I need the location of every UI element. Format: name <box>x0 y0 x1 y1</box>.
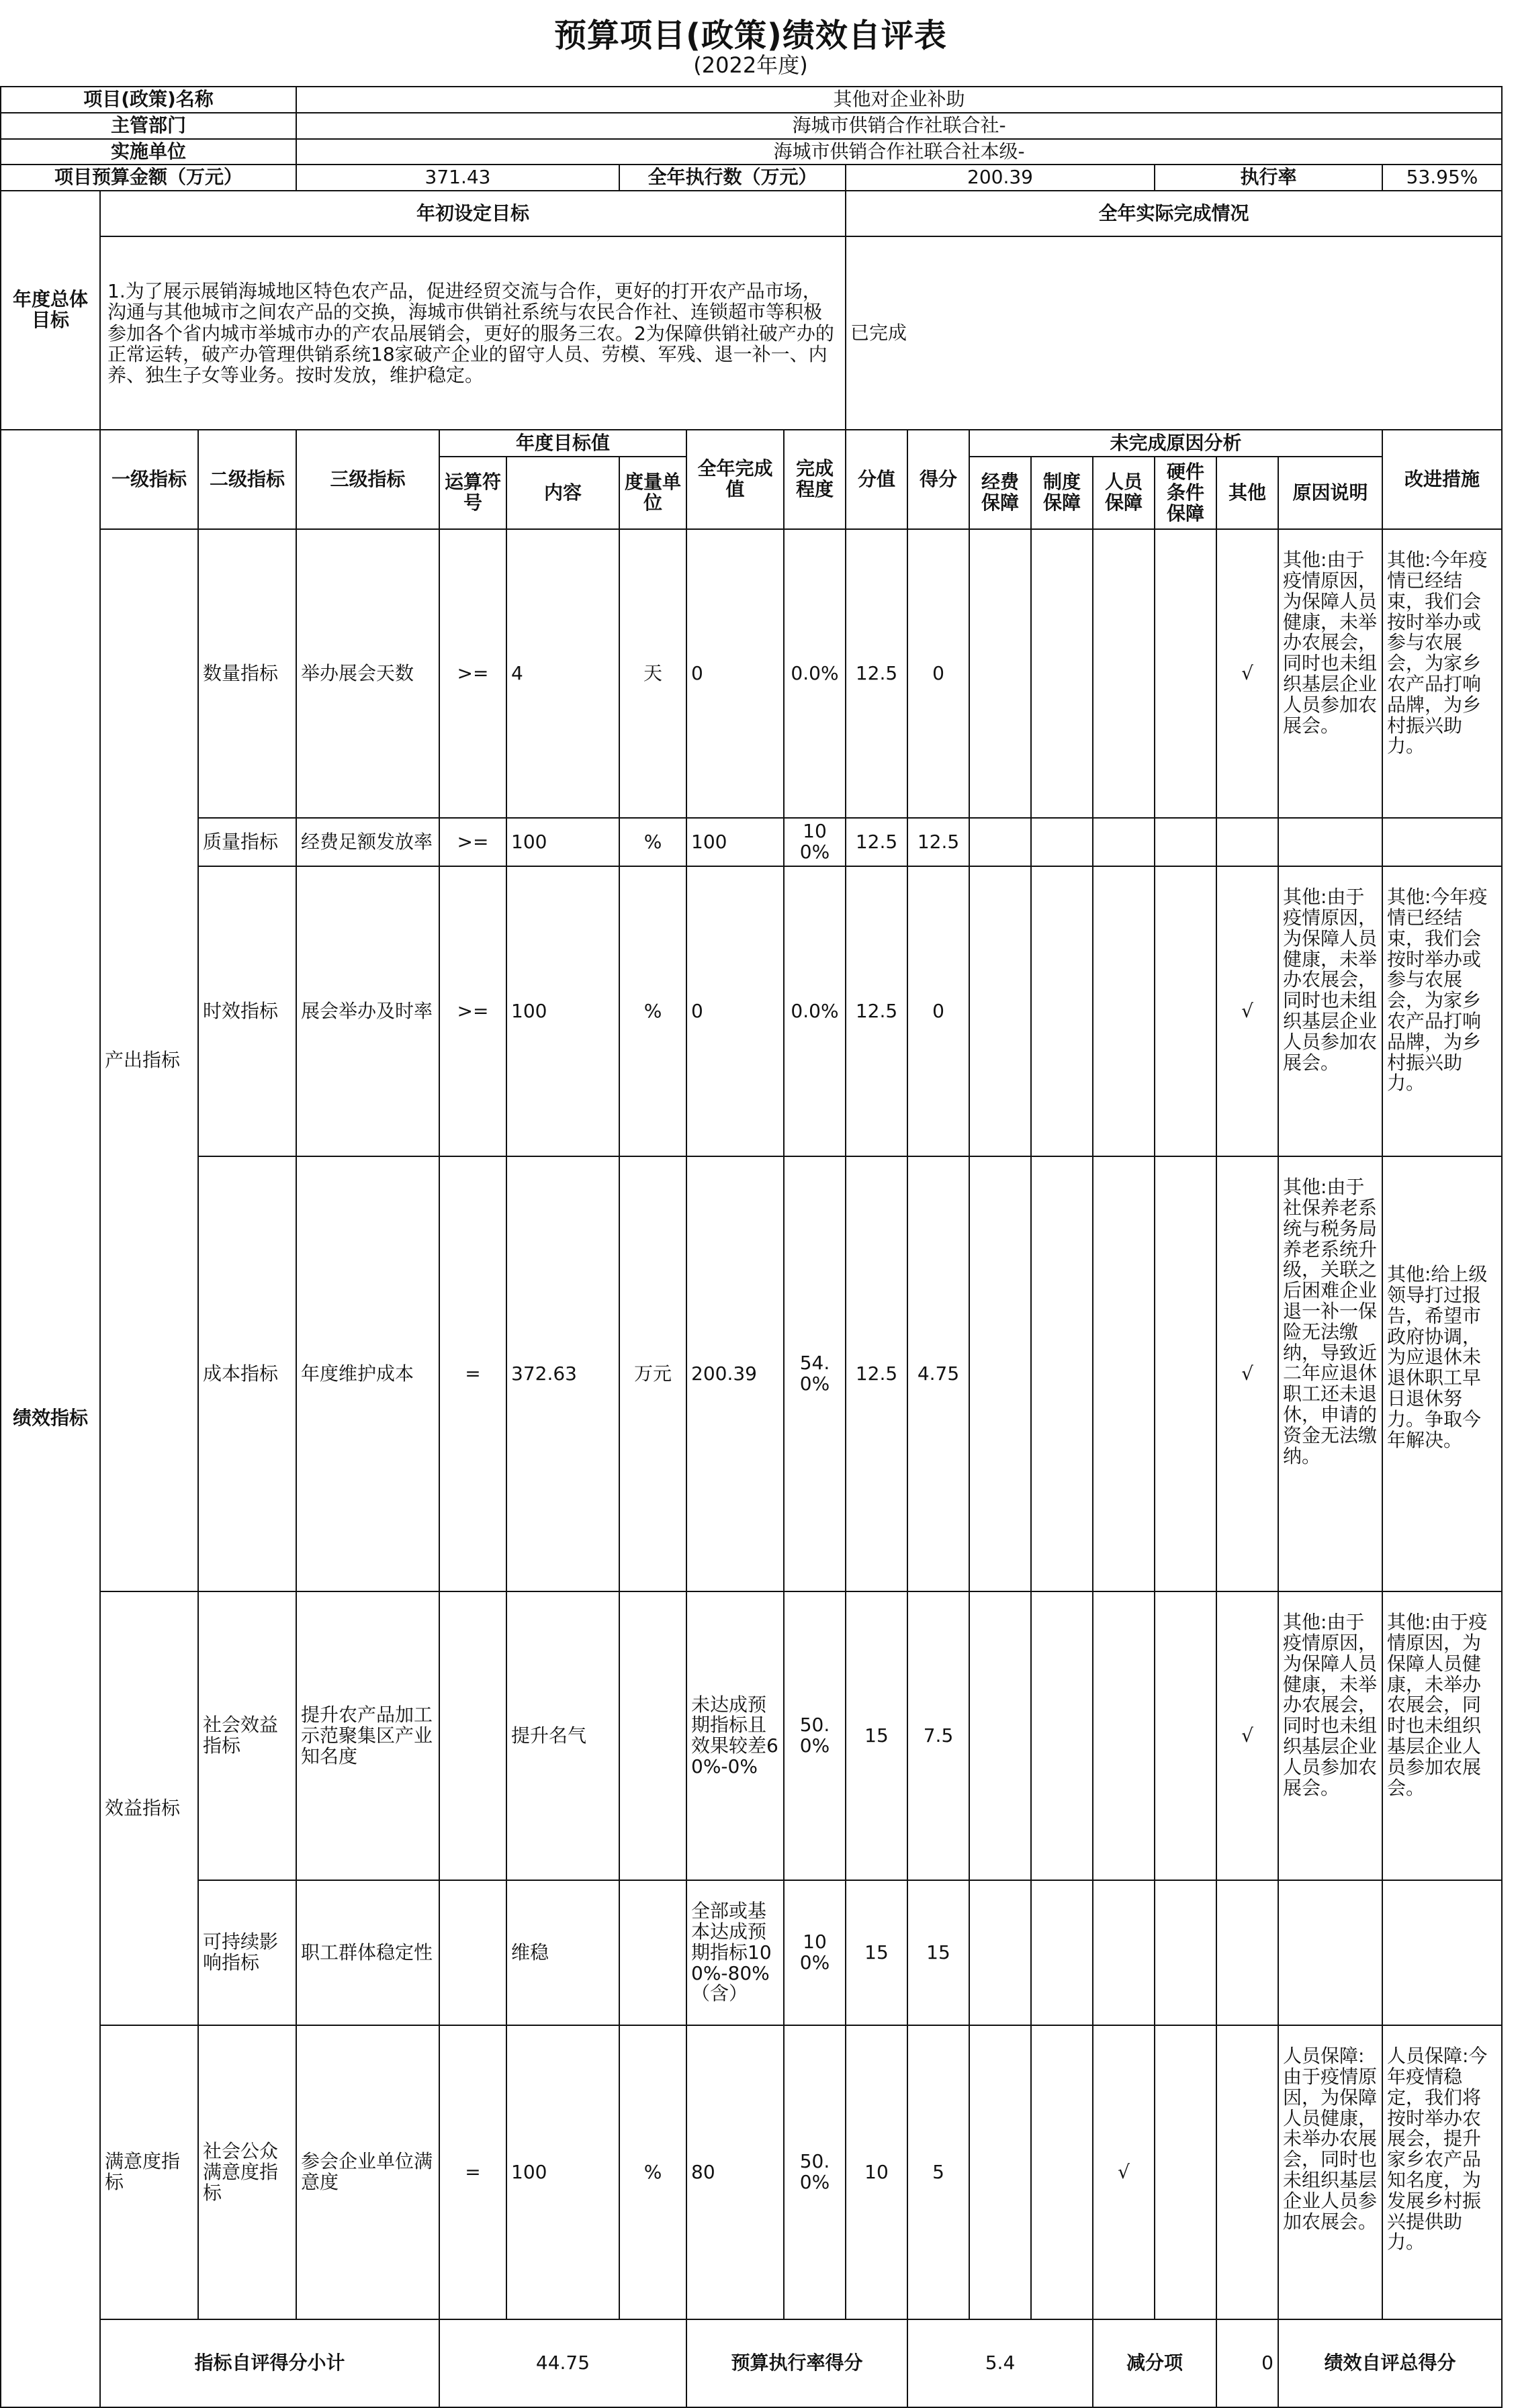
row-system-cell <box>1031 866 1093 1156</box>
row-level2: 成本指标 <box>198 1156 296 1591</box>
header-score: 分值 <box>846 430 907 529</box>
subtotal-value: 44.75 <box>439 2319 686 2407</box>
deduct-value: 0 <box>1216 2319 1278 2407</box>
row-degree: 100% <box>784 1880 846 2025</box>
row-actual: 80 <box>686 2025 784 2319</box>
row-measures <box>1382 818 1502 866</box>
row-system-cell <box>1031 529 1093 818</box>
row-other-cell <box>1216 2025 1278 2319</box>
info-row-budget <box>1 165 1502 191</box>
row-funds-cell <box>969 1156 1031 1591</box>
row-level2: 社会公众满意度指标 <box>198 2025 296 2319</box>
goal-actual-text: 已完成 <box>846 236 1502 430</box>
row-level3: 参会企业单位满意度 <box>296 2025 439 2319</box>
row-other-check: √ <box>1216 1591 1278 1880</box>
header-actual: 全年完成值 <box>686 430 784 529</box>
row-degree: 50.0% <box>784 1591 846 1880</box>
table-row <box>1 1591 1502 1880</box>
goal-initial-label: 年初设定目标 <box>100 191 846 236</box>
rate-label: 执行率 <box>1155 165 1382 191</box>
row-unit: % <box>619 866 686 1156</box>
row-score: 15 <box>846 1880 907 2025</box>
indicator-section-label: 绩效指标 <box>1 430 100 2407</box>
row-unit: % <box>619 2025 686 2319</box>
row-operator: >= <box>439 529 506 818</box>
header-other: 其他 <box>1216 457 1278 529</box>
row-score: 12.5 <box>846 818 907 866</box>
rate-value: 53.95% <box>1382 165 1502 191</box>
unit-label: 实施单位 <box>1 139 296 165</box>
row-operator: >= <box>439 866 506 1156</box>
row-degree: 0.0% <box>784 529 846 818</box>
row-staff-cell <box>1093 1591 1155 1880</box>
row-explain: 人员保障:由于疫情原因，为保障人员健康，未举办农展会，同时也未组织基层企业人员参加农展会。 <box>1278 2025 1382 2319</box>
row-actual: 未达成预期指标且效果较差60%-0% <box>686 1591 784 1880</box>
form-subtitle: (2022年度) <box>693 52 808 78</box>
deduct-label: 减分项 <box>1093 2319 1216 2407</box>
row-funds-cell <box>969 529 1031 818</box>
exec-label: 全年执行数（万元） <box>619 165 846 191</box>
budget-score-value: 5.4 <box>907 2319 1093 2407</box>
row-explain: 其他:由于疫情原因，为保障人员健康，未举办农展会，同时也未组织基层企业人员参加农展会。 <box>1278 866 1382 1156</box>
dept-label: 主管部门 <box>1 113 296 139</box>
row-actual: 200.39 <box>686 1156 784 1591</box>
row-content: 100 <box>506 866 619 1156</box>
row-explain: 其他:由于社保养老系统与税务局养老系统升级，关联之后困难企业退一补一保险无法缴纳，导致近二年应退休职工还未退休，申请的资金无法缴纳。 <box>1278 1156 1382 1591</box>
table-row <box>1 1880 1502 2025</box>
row-level3: 职工群体稳定性 <box>296 1880 439 2025</box>
row-operator <box>439 1591 506 1880</box>
row-degree: 100% <box>784 818 846 866</box>
row-level2: 时效指标 <box>198 866 296 1156</box>
row-system-cell <box>1031 1880 1093 2025</box>
row-content: 4 <box>506 529 619 818</box>
row-measures: 其他:给上级领导打过报告，希望市政府协调，为应退休未退休职工早日退休努力。争取今年解决。 <box>1382 1156 1502 1591</box>
row-other-check: √ <box>1216 866 1278 1156</box>
row-measures: 其他:今年疫情已经结束，我们会按时举办或参与农展会，为家乡农产品打响品牌，为乡村振兴助力。 <box>1382 529 1502 818</box>
goal-header-row <box>1 191 1502 236</box>
row-level3: 经费足额发放率 <box>296 818 439 866</box>
row-other-check: √ <box>1216 1156 1278 1591</box>
row-score: 12.5 <box>846 529 907 818</box>
footer-row <box>1 2319 1502 2407</box>
header-funds: 经费保障 <box>969 457 1031 529</box>
row-got: 5 <box>907 2025 969 2319</box>
row-staff-cell <box>1093 1156 1155 1591</box>
table-row <box>1 529 1502 818</box>
row-unit <box>619 1880 686 2025</box>
row-unit: 天 <box>619 529 686 818</box>
header-hardware: 硬件条件保障 <box>1155 457 1216 529</box>
budget-value: 371.43 <box>296 165 619 191</box>
row-degree: 50.0% <box>784 2025 846 2319</box>
row-funds-cell <box>969 1591 1031 1880</box>
row-level2: 社会效益指标 <box>198 1591 296 1880</box>
header-operator: 运算符号 <box>439 457 506 529</box>
row-actual: 100 <box>686 818 784 866</box>
row-staff-check: √ <box>1093 2025 1155 2319</box>
row-other-cell <box>1216 1880 1278 2025</box>
row-got: 15 <box>907 1880 969 2025</box>
row-got: 4.75 <box>907 1156 969 1591</box>
row-got: 0 <box>907 866 969 1156</box>
unit-value: 海城市供销合作社联合社本级- <box>296 139 1502 165</box>
header-measures: 改进措施 <box>1382 430 1502 529</box>
row-explain: 其他:由于疫情原因，为保障人员健康，未举办农展会，同时也未组织基层企业人员参加农展会。 <box>1278 529 1382 818</box>
row-level3: 年度维护成本 <box>296 1156 439 1591</box>
goal-initial-text: 1.为了展示展销海城地区特色农产品，促进经贸交流与合作，更好的打开农产品市场，沟通与其他城市之间农产品的交换，海城市供销社系统与农民合作社、连锁超市等积极参加各个省内城市举城市办的产农品展销会，更好的服务三农。2为保障供销社破产办的正常运转，破产办管理供销系统18家破产企业的留守人员、劳模、军残、退一补一、内养、独生子女等业务。按时发放，维护稳定。 <box>100 236 846 430</box>
group-output: 产出指标 <box>100 529 198 1591</box>
budget-label: 项目预算金额（万元） <box>1 165 296 191</box>
table-row <box>1 866 1502 1156</box>
header-target-group: 年度目标值 <box>439 430 686 457</box>
row-degree: 0.0% <box>784 866 846 1156</box>
header-system: 制度保障 <box>1031 457 1093 529</box>
row-hardware-cell <box>1155 1880 1216 2025</box>
row-hardware-cell <box>1155 2025 1216 2319</box>
row-content: 372.63 <box>506 1156 619 1591</box>
row-other-cell <box>1216 818 1278 866</box>
header-reason-group: 未完成原因分析 <box>969 430 1382 457</box>
header-degree: 完成程度 <box>784 430 846 529</box>
subtotal-label: 指标自评得分小计 <box>100 2319 439 2407</box>
row-explain <box>1278 1880 1382 2025</box>
row-system-cell <box>1031 2025 1093 2319</box>
row-actual: 0 <box>686 866 784 1156</box>
row-unit: 万元 <box>619 1156 686 1591</box>
total-label: 绩效自评总得分 <box>1278 2319 1502 2407</box>
row-hardware-cell <box>1155 818 1216 866</box>
table-row <box>1 2025 1502 2319</box>
header-level1: 一级指标 <box>100 430 198 529</box>
row-score: 10 <box>846 2025 907 2319</box>
row-operator: >= <box>439 818 506 866</box>
row-hardware-cell <box>1155 1156 1216 1591</box>
row-level3: 举办展会天数 <box>296 529 439 818</box>
row-funds-cell <box>969 818 1031 866</box>
project-name-value: 其他对企业补助 <box>296 87 1502 113</box>
header-content: 内容 <box>506 457 619 529</box>
row-measures: 其他:今年疫情已经结束，我们会按时举办或参与农展会，为家乡农产品打响品牌，为乡村振兴助力。 <box>1382 866 1502 1156</box>
row-funds-cell <box>969 2025 1031 2319</box>
row-operator: = <box>439 1156 506 1591</box>
row-staff-cell <box>1093 866 1155 1156</box>
group-satisfaction: 满意度指标 <box>100 2025 198 2319</box>
row-got: 7.5 <box>907 1591 969 1880</box>
row-staff-cell <box>1093 1880 1155 2025</box>
goal-content-row <box>1 236 1502 430</box>
row-level2: 数量指标 <box>198 529 296 818</box>
row-got: 0 <box>907 529 969 818</box>
header-level2: 二级指标 <box>198 430 296 529</box>
form-title: 预算项目(政策)绩效自评表 <box>554 17 947 54</box>
exec-value: 200.39 <box>846 165 1155 191</box>
header-explain: 原因说明 <box>1278 457 1382 529</box>
project-name-label: 项目(政策)名称 <box>1 87 296 113</box>
row-hardware-cell <box>1155 866 1216 1156</box>
row-unit: % <box>619 818 686 866</box>
row-degree: 54.0% <box>784 1156 846 1591</box>
header-level3: 三级指标 <box>296 430 439 529</box>
row-score: 12.5 <box>846 1156 907 1591</box>
row-system-cell <box>1031 818 1093 866</box>
header-got: 得分 <box>907 430 969 529</box>
row-level3: 展会举办及时率 <box>296 866 439 1156</box>
row-actual: 0 <box>686 529 784 818</box>
row-funds-cell <box>969 866 1031 1156</box>
row-score: 12.5 <box>846 866 907 1156</box>
row-staff-cell <box>1093 818 1155 866</box>
row-system-cell <box>1031 1591 1093 1880</box>
table-row <box>1 1156 1502 1591</box>
row-content: 维稳 <box>506 1880 619 2025</box>
row-funds-cell <box>969 1880 1031 2025</box>
row-staff-cell <box>1093 529 1155 818</box>
info-row-unit <box>1 139 1502 165</box>
row-got: 12.5 <box>907 818 969 866</box>
row-score: 15 <box>846 1591 907 1880</box>
row-other-check: √ <box>1216 529 1278 818</box>
row-operator <box>439 1880 506 2025</box>
group-benefit: 效益指标 <box>100 1591 198 2025</box>
row-hardware-cell <box>1155 529 1216 818</box>
row-measures: 其他:由于疫情原因，为保障人员健康，未举办农展会，同时也未组织基层企业人员参加农展会。 <box>1382 1591 1502 1880</box>
header-staff: 人员保障 <box>1093 457 1155 529</box>
row-content: 提升名气 <box>506 1591 619 1880</box>
info-row-project-name <box>1 87 1502 113</box>
row-operator: = <box>439 2025 506 2319</box>
indicator-header-row-1 <box>1 430 1502 457</box>
goal-section-label: 年度总体目标 <box>1 191 100 430</box>
row-hardware-cell <box>1155 1591 1216 1880</box>
row-content: 100 <box>506 818 619 866</box>
goal-actual-label: 全年实际完成情况 <box>846 191 1502 236</box>
evaluation-table <box>0 86 1503 2408</box>
row-level2: 质量指标 <box>198 818 296 866</box>
row-unit <box>619 1591 686 1880</box>
row-measures: 人员保障:今年疫情稳定，我们将按时举办农展会，提升家乡农产品知名度，为发展乡村振兴提供助力。 <box>1382 2025 1502 2319</box>
row-level3: 提升农产品加工示范聚集区产业知名度 <box>296 1591 439 1880</box>
row-measures <box>1382 1880 1502 2025</box>
row-actual: 全部或基本达成预期指标100%-80%（含） <box>686 1880 784 2025</box>
table-row <box>1 818 1502 866</box>
info-row-dept <box>1 113 1502 139</box>
dept-value: 海城市供销合作社联合社- <box>296 113 1502 139</box>
row-explain <box>1278 818 1382 866</box>
budget-score-label: 预算执行率得分 <box>686 2319 907 2407</box>
header-unit: 度量单位 <box>619 457 686 529</box>
row-content: 100 <box>506 2025 619 2319</box>
row-system-cell <box>1031 1156 1093 1591</box>
row-explain: 其他:由于疫情原因，为保障人员健康，未举办农展会，同时也未组织基层企业人员参加农展会。 <box>1278 1591 1382 1880</box>
row-level2: 可持续影响指标 <box>198 1880 296 2025</box>
